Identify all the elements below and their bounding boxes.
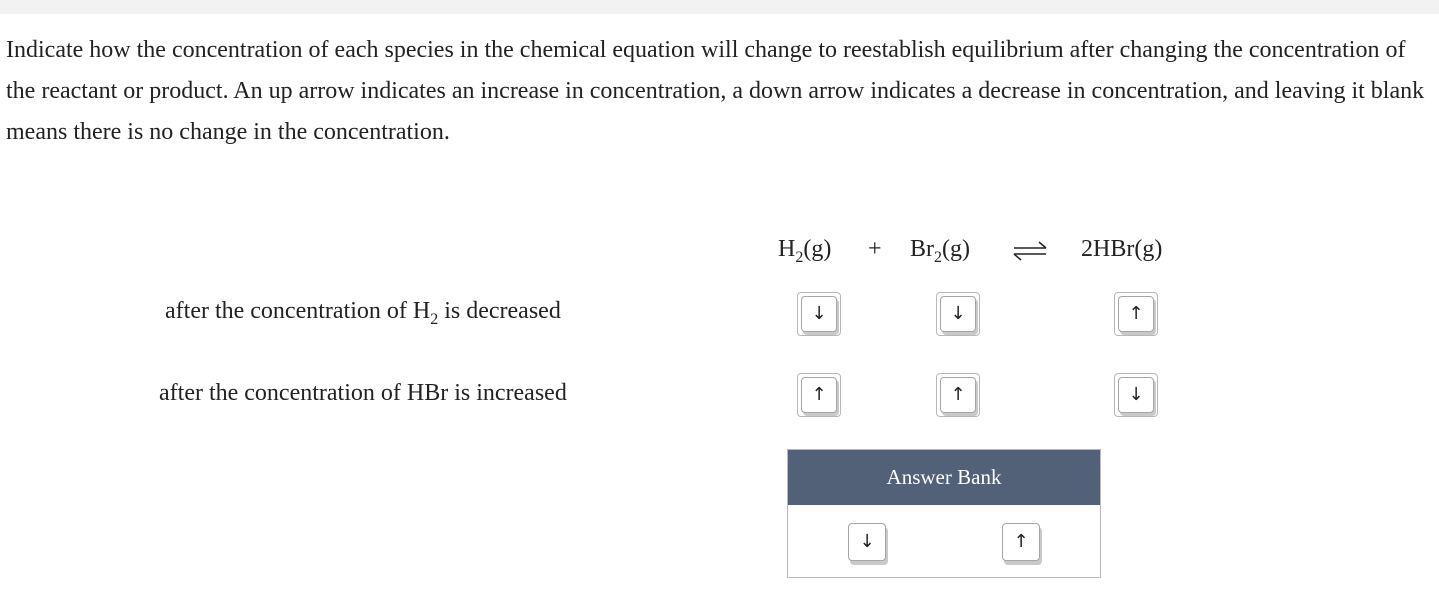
br2-state: (g) <box>942 236 970 262</box>
answer-bank <box>787 449 1101 578</box>
row-1-label-sub: 2 <box>430 311 439 328</box>
row-2-h2-slot[interactable] <box>797 373 841 417</box>
row-1-br2-answer[interactable]: ↓ <box>940 296 976 332</box>
equation-br2 <box>910 236 970 266</box>
br2-base: Br <box>910 236 934 262</box>
row-2-h2-answer[interactable]: ↑ <box>801 377 837 413</box>
answer-bank-title: Answer Bank <box>788 450 1100 505</box>
equation-h2 <box>778 236 832 266</box>
row-2-hbr-slot[interactable] <box>1114 373 1158 417</box>
row-1-hbr-answer[interactable]: ↑ <box>1118 296 1154 332</box>
row-2-hbr-answer[interactable]: ↓ <box>1118 377 1154 413</box>
row-1-br2-slot[interactable] <box>936 292 980 336</box>
h2-base: H <box>778 236 796 262</box>
equation-plus: + <box>868 236 882 262</box>
row-1-label-post: is decreased <box>438 298 561 324</box>
top-bar <box>0 0 1439 14</box>
row-2-br2-slot[interactable] <box>936 373 980 417</box>
br2-subscript: 2 <box>934 249 942 266</box>
row-1-hbr-slot[interactable] <box>1114 292 1158 336</box>
h2-subscript: 2 <box>795 249 804 266</box>
row-2-label <box>159 380 567 407</box>
row-2-br2-answer[interactable]: ↑ <box>940 377 976 413</box>
equation-product: 2HBr(g) <box>1081 236 1163 262</box>
row-1-h2-slot[interactable] <box>797 292 841 336</box>
row-1-h2-answer[interactable]: ↓ <box>801 296 837 332</box>
instructions-text: Indicate how the concentration of each species in the chemical equation will change to reestablish equilibrium after changing the concentration of the reactant or product. An up arrow indicates an increase in concentration, a down arrow indicates a decrease in concentration, and leaving it blank means there is no change in the concentration. <box>6 37 1425 145</box>
bank-down-arrow-chip[interactable]: ↓ <box>848 523 886 561</box>
bank-up-arrow-chip[interactable]: ↑ <box>1002 523 1040 561</box>
row-2-label-pre: after the concentration of HBr is increased <box>159 380 567 406</box>
equilibrium-arrow-icon <box>1012 241 1048 261</box>
row-1-label <box>165 298 561 328</box>
row-1-label-pre: after the concentration of H <box>165 298 431 324</box>
h2-state: (g) <box>803 236 832 262</box>
